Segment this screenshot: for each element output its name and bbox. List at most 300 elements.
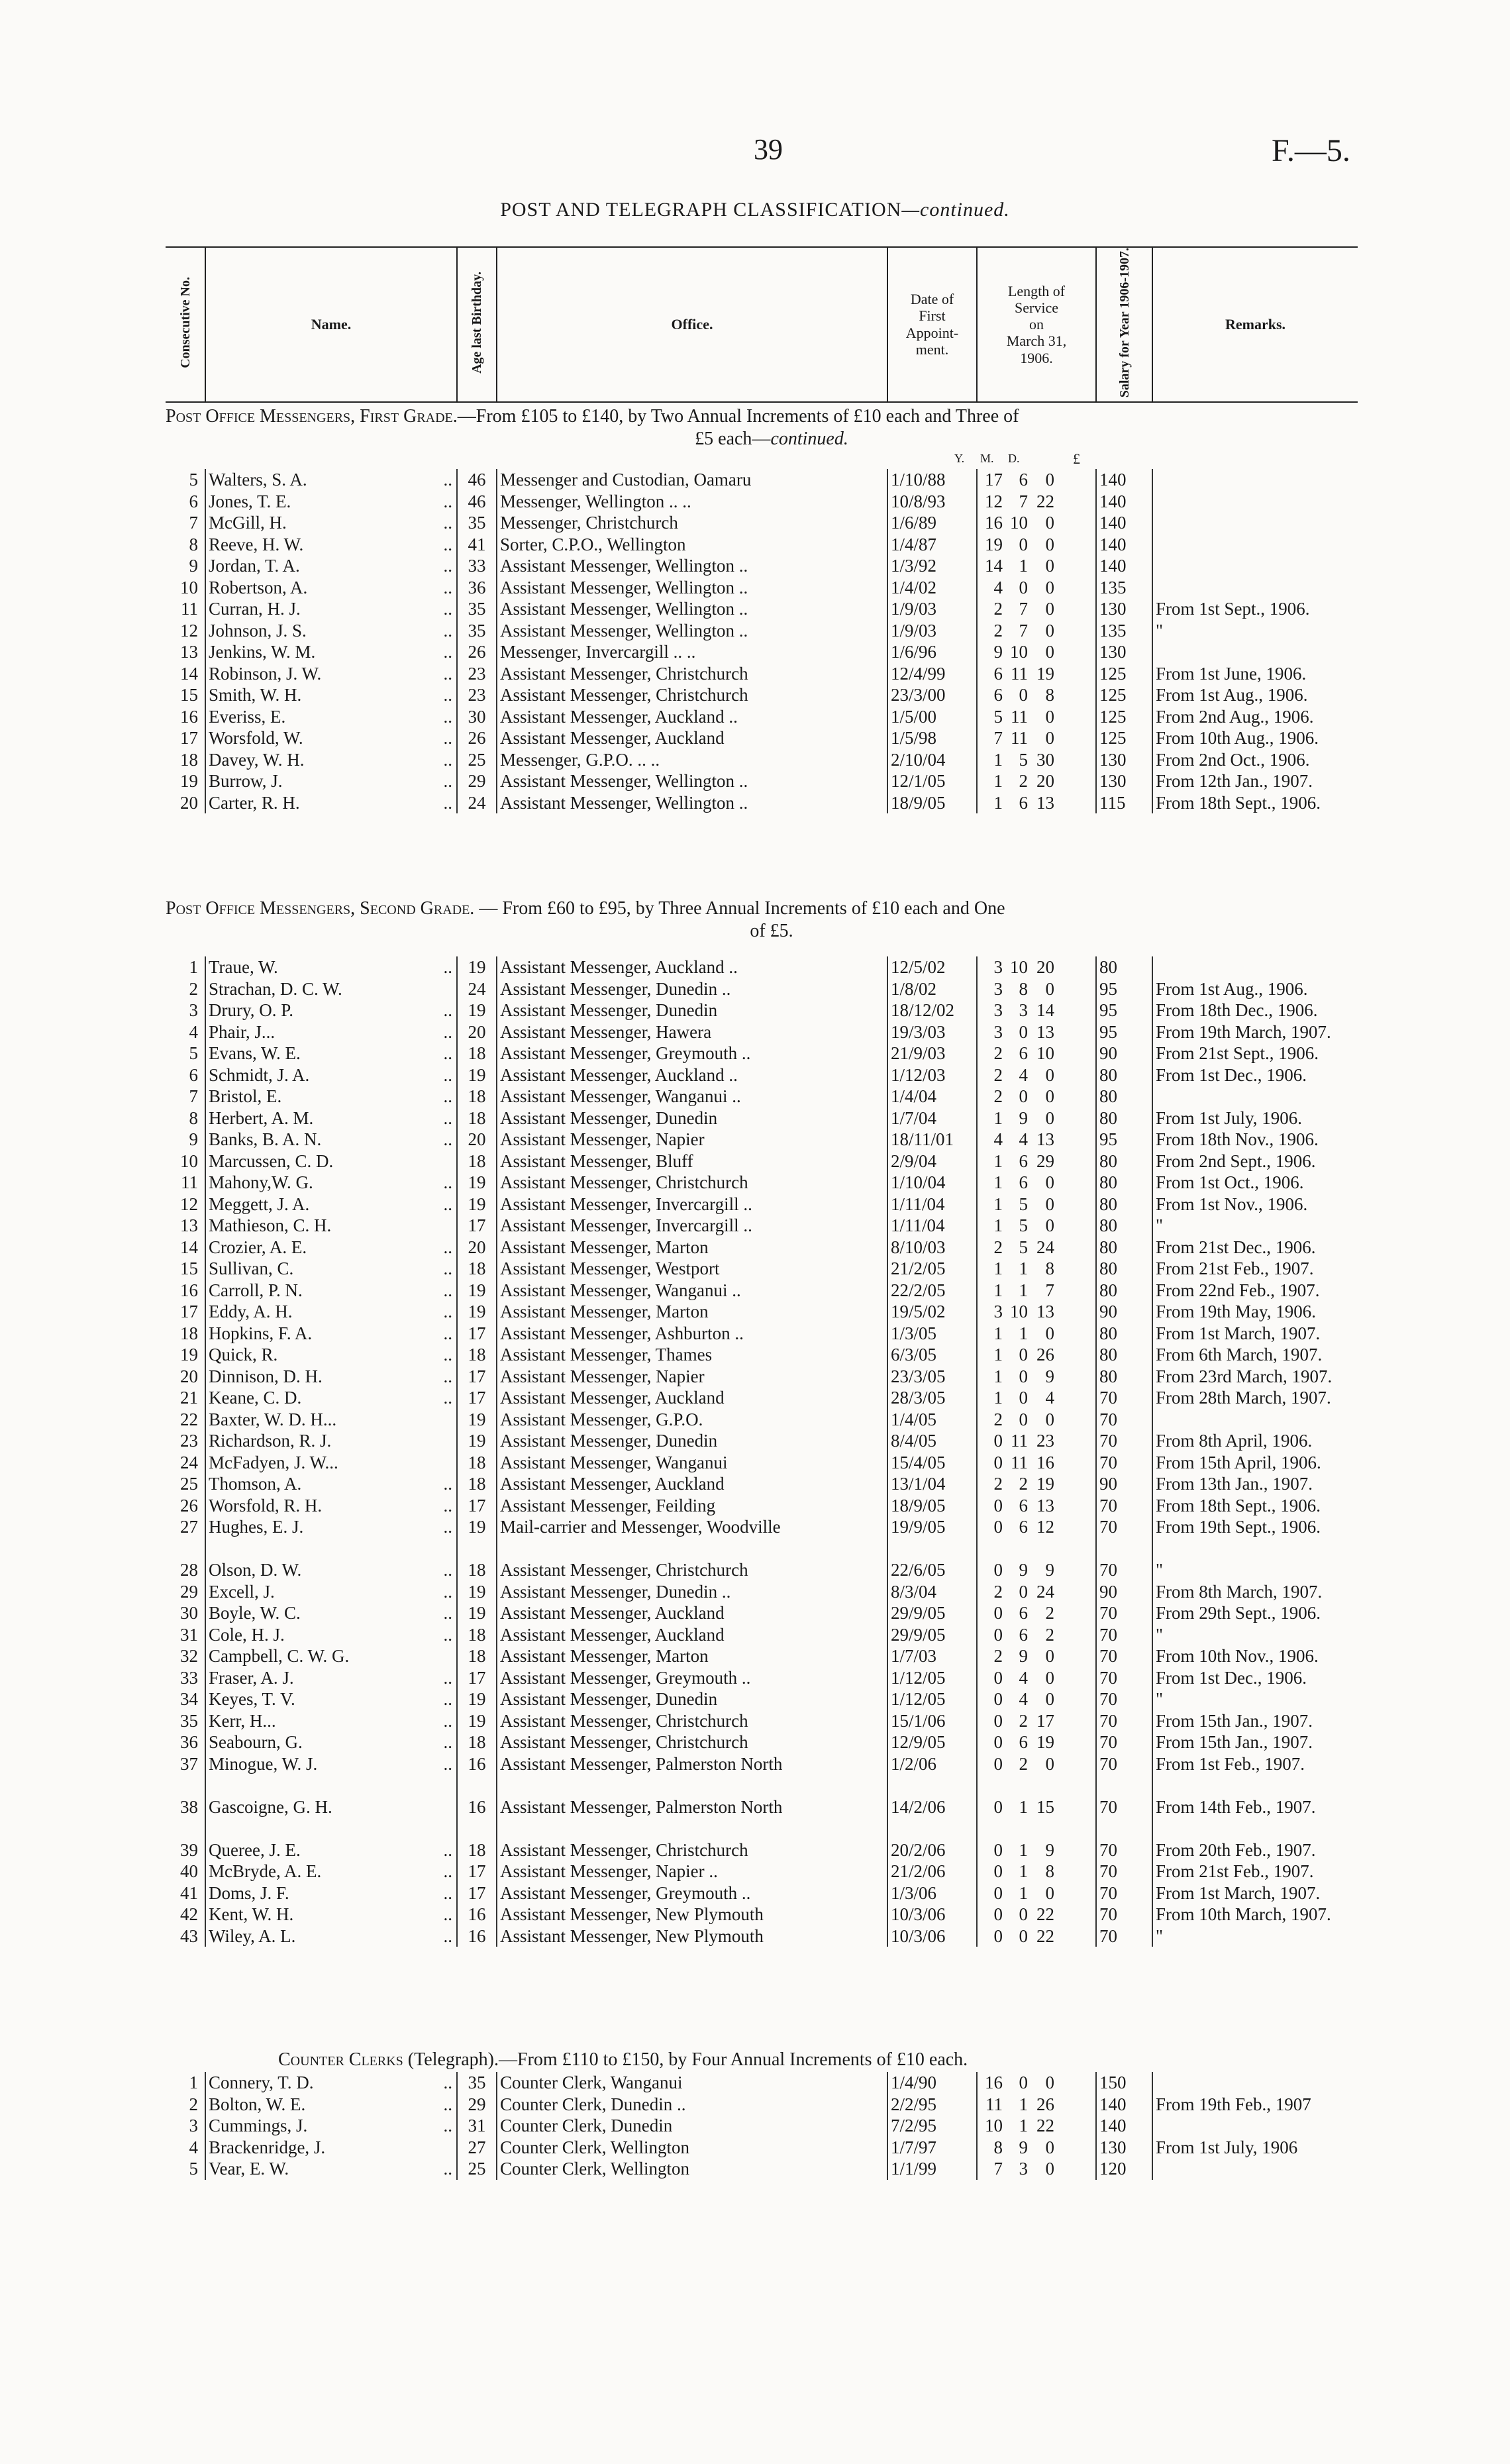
salary: 80 — [1096, 1344, 1152, 1366]
employee-name: Schmidt, J. A. .. — [205, 1064, 457, 1086]
row-number: 1 — [189, 957, 198, 977]
office-name: Assistant Messenger, Wellington .. — [497, 598, 887, 620]
office-name: Counter Clerk, Wanganui — [497, 2072, 887, 2094]
remarks: From 15th Jan., 1907. — [1152, 1710, 1378, 1732]
employee-age: 19 — [457, 1409, 497, 1431]
service-days: 0 — [1045, 1409, 1054, 1429]
table-row — [166, 1516, 1378, 1559]
appointment-date: 1/3/05 — [887, 1323, 977, 1345]
header-age: Age last Birthday. — [457, 247, 497, 402]
salary: 140 — [1096, 512, 1152, 534]
employee-age: 35 — [457, 620, 497, 642]
employee-name: Queree, J. E. .. — [205, 1839, 457, 1861]
length-of-service — [977, 555, 1096, 577]
remarks: From 1st Aug., 1906. — [1152, 978, 1378, 1000]
row-number: 3 — [189, 1000, 198, 1020]
service-months: 0 — [1019, 1021, 1028, 1042]
row-number: 29 — [180, 1581, 198, 1602]
remarks: From 22nd Feb., 1907. — [1152, 1280, 1378, 1302]
length-of-service — [977, 1796, 1096, 1839]
table-row — [166, 706, 1378, 728]
salary: 70 — [1096, 1645, 1152, 1667]
remarks: From 1st Aug., 1906. — [1152, 684, 1378, 706]
employee-age: 25 — [457, 2158, 497, 2180]
appointment-date: 1/10/04 — [887, 1172, 977, 1194]
row-number: 2 — [189, 978, 198, 999]
appointment-date: 20/2/06 — [887, 1839, 977, 1861]
table-row — [166, 1000, 1378, 1021]
salary: 90 — [1096, 1043, 1152, 1064]
employee-name: Vear, E. W. .. — [205, 2158, 457, 2180]
employee-age: 18 — [457, 1258, 497, 1280]
row-number: 9 — [189, 556, 198, 576]
row-number: 12 — [180, 1194, 198, 1214]
appointment-date: 22/6/05 — [887, 1559, 977, 1581]
row-number: 11 — [181, 599, 198, 619]
employee-age: 18 — [457, 1839, 497, 1861]
service-months: 0 — [1019, 577, 1028, 597]
table-row — [166, 770, 1378, 792]
remarks: From 18th Sept., 1906. — [1152, 792, 1378, 814]
service-months: 6 — [1019, 1151, 1028, 1171]
salary: 135 — [1096, 577, 1152, 599]
remarks: From 6th March, 1907. — [1152, 1344, 1378, 1366]
service-days: 0 — [1045, 1107, 1054, 1128]
service-months: 2 — [1019, 1753, 1028, 1774]
table-row — [166, 1086, 1378, 1107]
employee-age: 20 — [457, 1021, 497, 1043]
salary: 70 — [1096, 1882, 1152, 1904]
employee-age: 16 — [457, 1796, 497, 1839]
salary: 140 — [1096, 555, 1152, 577]
unit-months: M. — [980, 452, 994, 465]
service-years: 0 — [993, 1689, 1003, 1709]
table-row — [166, 1280, 1378, 1302]
service-months: 4 — [1019, 1129, 1028, 1149]
employee-age: 31 — [457, 2115, 497, 2137]
employee-name: Hughes, E. J. .. — [205, 1516, 457, 1559]
employee-name: McBryde, A. E. .. — [205, 1861, 457, 1882]
employee-name: Marcussen, C. D. — [205, 1151, 457, 1172]
remarks — [1152, 512, 1378, 534]
remarks: From 21st Feb., 1907. — [1152, 1258, 1378, 1280]
salary: 115 — [1096, 792, 1152, 814]
office-name: Assistant Messenger, Feilding — [497, 1495, 887, 1517]
salary: 80 — [1096, 1237, 1152, 1258]
row-number: 1 — [189, 2073, 198, 2092]
salary: 80 — [1096, 1107, 1152, 1129]
service-months: 3 — [1019, 1000, 1028, 1020]
service-months: 7 — [1019, 599, 1028, 619]
service-years: 2 — [993, 1409, 1003, 1429]
appointment-date: 1/7/03 — [887, 1645, 977, 1667]
service-days: 26 — [1036, 1345, 1054, 1364]
service-years: 0 — [993, 1882, 1003, 1903]
salary: 125 — [1096, 684, 1152, 706]
table-row — [166, 1602, 1378, 1624]
table-row — [166, 534, 1378, 556]
service-years: 2 — [993, 1237, 1003, 1257]
employee-name: Olson, D. W. .. — [205, 1559, 457, 1581]
service-days: 9 — [1045, 1366, 1054, 1386]
service-years: 1 — [993, 1323, 1003, 1343]
row-number: 17 — [180, 728, 198, 748]
length-of-service — [977, 1258, 1096, 1280]
remarks — [1152, 1409, 1378, 1431]
employee-age: 46 — [457, 469, 497, 491]
appointment-date: 1/4/02 — [887, 577, 977, 599]
table-row — [166, 1839, 1378, 1861]
employee-age: 18 — [457, 1151, 497, 1172]
table-row — [166, 1667, 1378, 1689]
length-of-service — [977, 2094, 1096, 2116]
table-row — [166, 1043, 1378, 1064]
employee-name: Fraser, A. J. .. — [205, 1667, 457, 1689]
service-years: 1 — [993, 1258, 1003, 1278]
table-row — [166, 1925, 1378, 1947]
employee-name: Eddy, A. H. .. — [205, 1301, 457, 1323]
employee-name: Sullivan, C. .. — [205, 1258, 457, 1280]
office-name: Assistant Messenger, Invercargill .. — [497, 1194, 887, 1215]
service-days: 0 — [1045, 1882, 1054, 1903]
employee-age: 18 — [457, 1452, 497, 1474]
length-of-service — [977, 1731, 1096, 1753]
length-of-service — [977, 1215, 1096, 1237]
service-months: 4 — [1019, 1667, 1028, 1688]
employee-name: Worsfold, R. H. .. — [205, 1495, 457, 1517]
service-years: 0 — [993, 1710, 1003, 1731]
length-of-service — [977, 2137, 1096, 2159]
table-row — [166, 1129, 1378, 1151]
header-office: Office. — [497, 247, 887, 402]
service-days: 8 — [1045, 1861, 1054, 1881]
row-number: 3 — [189, 2116, 198, 2135]
salary: 125 — [1096, 727, 1152, 749]
office-name: Assistant Messenger, Westport — [497, 1258, 887, 1280]
unit-days: D. — [1008, 452, 1020, 465]
remarks: " — [1152, 1688, 1378, 1710]
remarks — [1152, 469, 1378, 491]
employee-name: Drury, O. P. .. — [205, 1000, 457, 1021]
salary: 130 — [1096, 770, 1152, 792]
service-years: 2 — [993, 1646, 1003, 1666]
table-row — [166, 1366, 1378, 1388]
employee-name: Strachan, D. C. W. — [205, 978, 457, 1000]
row-number: 10 — [180, 577, 198, 597]
remarks: " — [1152, 1925, 1378, 1947]
service-months: 11 — [1011, 706, 1028, 727]
remarks: From 19th Sept., 1906. — [1152, 1516, 1378, 1559]
row-number: 8 — [189, 1107, 198, 1128]
service-years: 1 — [993, 1151, 1003, 1171]
employee-age: 20 — [457, 1237, 497, 1258]
salary: 80 — [1096, 956, 1152, 978]
remarks — [1152, 555, 1378, 577]
employee-age: 19 — [457, 1172, 497, 1194]
employee-name: Wiley, A. L. .. — [205, 1925, 457, 1947]
table-row — [166, 555, 1378, 577]
service-years: 0 — [993, 1624, 1003, 1645]
appointment-date: 1/12/05 — [887, 1667, 977, 1689]
length-of-service — [977, 1151, 1096, 1172]
employee-age: 17 — [457, 1861, 497, 1882]
table-row — [166, 641, 1378, 663]
appointment-date: 29/9/05 — [887, 1602, 977, 1624]
service-months: 6 — [1019, 470, 1028, 489]
appointment-date: 1/11/04 — [887, 1215, 977, 1237]
length-of-service — [977, 770, 1096, 792]
service-years: 10 — [985, 2116, 1003, 2135]
table-row — [166, 1430, 1378, 1452]
remarks: From 20th Feb., 1907. — [1152, 1839, 1378, 1861]
remarks — [1152, 2115, 1378, 2137]
table-row — [166, 469, 1378, 491]
service-days: 13 — [1036, 1495, 1054, 1515]
row-number: 31 — [180, 1624, 198, 1645]
remarks — [1152, 2158, 1378, 2180]
length-of-service — [977, 706, 1096, 728]
length-of-service — [977, 956, 1096, 978]
document-reference: F.—5. — [1272, 133, 1350, 168]
service-months: 2 — [1019, 1474, 1028, 1494]
appointment-date: 21/2/05 — [887, 1258, 977, 1280]
service-months: 11 — [1011, 728, 1028, 748]
office-name: Counter Clerk, Wellington — [497, 2137, 887, 2159]
salary: 70 — [1096, 1710, 1152, 1732]
employee-age: 24 — [457, 792, 497, 814]
office-name: Assistant Messenger, G.P.O. — [497, 1409, 887, 1431]
salary: 90 — [1096, 1301, 1152, 1323]
second-grade-table — [166, 956, 1378, 1947]
appointment-date: 1/12/05 — [887, 1688, 977, 1710]
row-number: 34 — [180, 1689, 198, 1709]
employee-age: 17 — [457, 1215, 497, 1237]
employee-age: 20 — [457, 1129, 497, 1151]
salary: 70 — [1096, 1925, 1152, 1947]
service-years: 1 — [993, 1345, 1003, 1364]
employee-name: Traue, W. .. — [205, 956, 457, 978]
appointment-date: 8/4/05 — [887, 1430, 977, 1452]
remarks: From 19th May, 1906. — [1152, 1301, 1378, 1323]
employee-name: Richardson, R. J. — [205, 1430, 457, 1452]
employee-name: Jones, T. E. .. — [205, 491, 457, 513]
service-days: 9 — [1045, 1839, 1054, 1860]
table-row — [166, 1409, 1378, 1431]
employee-name: Meggett, J. A. .. — [205, 1194, 457, 1215]
salary: 90 — [1096, 1473, 1152, 1495]
employee-name: Connery, T. D. .. — [205, 2072, 457, 2094]
employee-name: Minogue, W. J. .. — [205, 1753, 457, 1796]
service-days: 0 — [1045, 599, 1054, 619]
service-years: 0 — [993, 1839, 1003, 1860]
employee-age: 19 — [457, 1430, 497, 1452]
employee-name: Robertson, A. .. — [205, 577, 457, 599]
service-years: 2 — [993, 620, 1003, 641]
service-months: 4 — [1019, 1689, 1028, 1709]
table-row — [166, 1021, 1378, 1043]
appointment-date: 12/1/05 — [887, 770, 977, 792]
length-of-service — [977, 1107, 1096, 1129]
service-months: 11 — [1011, 663, 1028, 684]
appointment-date: 10/3/06 — [887, 1925, 977, 1947]
table-row — [166, 1151, 1378, 1172]
salary: 140 — [1096, 534, 1152, 556]
office-name: Assistant Messenger, Christchurch — [497, 684, 887, 706]
remarks: From 13th Jan., 1907. — [1152, 1473, 1378, 1495]
length-of-service — [977, 1495, 1096, 1517]
service-months: 0 — [1019, 1086, 1028, 1106]
length-of-service — [977, 1409, 1096, 1431]
service-days: 22 — [1036, 1925, 1054, 1946]
salary: 70 — [1096, 1452, 1152, 1474]
service-months: 0 — [1019, 1904, 1028, 1924]
row-number: 39 — [180, 1839, 198, 1860]
office-name: Assistant Messenger, Wellington .. — [497, 555, 887, 577]
service-months: 1 — [1019, 1882, 1028, 1903]
row-number: 20 — [180, 1366, 198, 1386]
service-days: 22 — [1036, 491, 1054, 511]
employee-name: Worsfold, W. .. — [205, 727, 457, 749]
table-row — [166, 1559, 1378, 1581]
service-months: 7 — [1019, 620, 1028, 641]
office-name: Assistant Messenger, Christchurch — [497, 1559, 887, 1581]
employee-name: Cummings, J. .. — [205, 2115, 457, 2137]
salary: 70 — [1096, 1904, 1152, 1925]
appointment-date: 19/9/05 — [887, 1516, 977, 1559]
service-days: 29 — [1036, 1151, 1054, 1171]
employee-age: 17 — [457, 1667, 497, 1689]
office-name: Assistant Messenger, New Plymouth — [497, 1925, 887, 1947]
office-name: Assistant Messenger, Auckland — [497, 1624, 887, 1646]
appointment-date: 1/3/06 — [887, 1882, 977, 1904]
service-months: 6 — [1019, 1172, 1028, 1192]
salary: 70 — [1096, 1495, 1152, 1517]
length-of-service — [977, 1344, 1096, 1366]
office-name: Assistant Messenger, Wanganui — [497, 1452, 887, 1474]
service-years: 16 — [985, 2073, 1003, 2092]
employee-age: 18 — [457, 1043, 497, 1064]
service-months: 0 — [1019, 2073, 1028, 2092]
table-row — [166, 1323, 1378, 1345]
office-name: Assistant Messenger, Palmerston North — [497, 1796, 887, 1839]
service-years: 7 — [993, 2159, 1003, 2179]
employee-name: Keyes, T. V. .. — [205, 1688, 457, 1710]
salary: 70 — [1096, 1409, 1152, 1431]
appointment-date: 1/6/89 — [887, 512, 977, 534]
employee-name: Walters, S. A. .. — [205, 469, 457, 491]
office-name: Counter Clerk, Dunedin .. — [497, 2094, 887, 2116]
length-of-service — [977, 1624, 1096, 1646]
row-number: 15 — [180, 685, 198, 705]
employee-name: Evans, W. E. .. — [205, 1043, 457, 1064]
length-of-service — [977, 1280, 1096, 1302]
service-days: 0 — [1045, 534, 1054, 554]
service-months: 6 — [1019, 1603, 1028, 1623]
service-months: 1 — [1019, 2094, 1028, 2114]
column-headers — [166, 246, 1358, 403]
employee-age: 29 — [457, 770, 497, 792]
office-name: Assistant Messenger, Wellington .. — [497, 770, 887, 792]
service-years: 4 — [993, 577, 1003, 597]
employee-age: 33 — [457, 555, 497, 577]
salary: 80 — [1096, 1323, 1152, 1345]
office-name: Messenger, G.P.O. .. .. — [497, 749, 887, 771]
service-days: 0 — [1045, 2159, 1054, 2179]
salary: 70 — [1096, 1731, 1152, 1753]
table-row — [166, 577, 1378, 599]
office-name: Assistant Messenger, Napier — [497, 1129, 887, 1151]
service-days: 0 — [1045, 1667, 1054, 1688]
service-years: 1 — [993, 1215, 1003, 1235]
salary: 95 — [1096, 1000, 1152, 1021]
service-years: 0 — [993, 1495, 1003, 1515]
employee-name: Davey, W. H. .. — [205, 749, 457, 771]
employee-name: Mahony,W. G. .. — [205, 1172, 457, 1194]
row-number: 36 — [180, 1732, 198, 1752]
employee-name: Herbert, A. M. .. — [205, 1107, 457, 1129]
office-name: Assistant Messenger, Auckland — [497, 1602, 887, 1624]
table-row — [166, 1731, 1378, 1753]
row-number: 32 — [180, 1646, 198, 1666]
service-months: 9 — [1019, 1560, 1028, 1580]
service-months: 5 — [1019, 749, 1028, 770]
service-years: 0 — [993, 1452, 1003, 1472]
service-months: 10 — [1010, 513, 1028, 533]
service-days: 13 — [1036, 1021, 1054, 1042]
office-name: Assistant Messenger, Dunedin — [497, 1000, 887, 1021]
row-number: 8 — [189, 534, 198, 554]
employee-age: 19 — [457, 1000, 497, 1021]
service-months: 2 — [1019, 771, 1028, 791]
length-of-service — [977, 1452, 1096, 1474]
service-years: 19 — [985, 534, 1003, 554]
employee-age: 19 — [457, 1280, 497, 1302]
service-days: 17 — [1036, 1710, 1054, 1731]
employee-age: 16 — [457, 1753, 497, 1796]
employee-name: Burrow, J. .. — [205, 770, 457, 792]
appointment-date: 1/4/87 — [887, 534, 977, 556]
service-months: 1 — [1019, 1796, 1028, 1817]
table-row — [166, 792, 1378, 814]
appointment-date: 10/8/93 — [887, 491, 977, 513]
office-name: Assistant Messenger, Bluff — [497, 1151, 887, 1172]
row-number: 11 — [181, 1172, 198, 1192]
remarks: " — [1152, 1624, 1378, 1646]
header-name: Name. — [205, 247, 457, 402]
office-name: Assistant Messenger, Dunedin — [497, 1430, 887, 1452]
length-of-service — [977, 1086, 1096, 1107]
row-number: 9 — [189, 1129, 198, 1149]
service-months: 6 — [1019, 1043, 1028, 1063]
salary: 140 — [1096, 491, 1152, 513]
length-of-service — [977, 1064, 1096, 1086]
office-name: Assistant Messenger, Greymouth .. — [497, 1667, 887, 1689]
remarks: From 1st July, 1906 — [1152, 2137, 1378, 2159]
service-months: 1 — [1019, 1861, 1028, 1881]
office-name: Assistant Messenger, Thames — [497, 1344, 887, 1366]
salary: 130 — [1096, 2137, 1152, 2159]
salary: 140 — [1096, 2115, 1152, 2137]
appointment-date: 18/11/01 — [887, 1129, 977, 1151]
length-of-service — [977, 2115, 1096, 2137]
office-name: Messenger, Christchurch — [497, 512, 887, 534]
appointment-date: 6/3/05 — [887, 1344, 977, 1366]
office-name: Assistant Messenger, Invercargill .. — [497, 1215, 887, 1237]
service-months: 8 — [1019, 978, 1028, 999]
length-of-service — [977, 1559, 1096, 1581]
service-days: 23 — [1036, 1431, 1054, 1451]
length-of-service — [977, 1904, 1096, 1925]
